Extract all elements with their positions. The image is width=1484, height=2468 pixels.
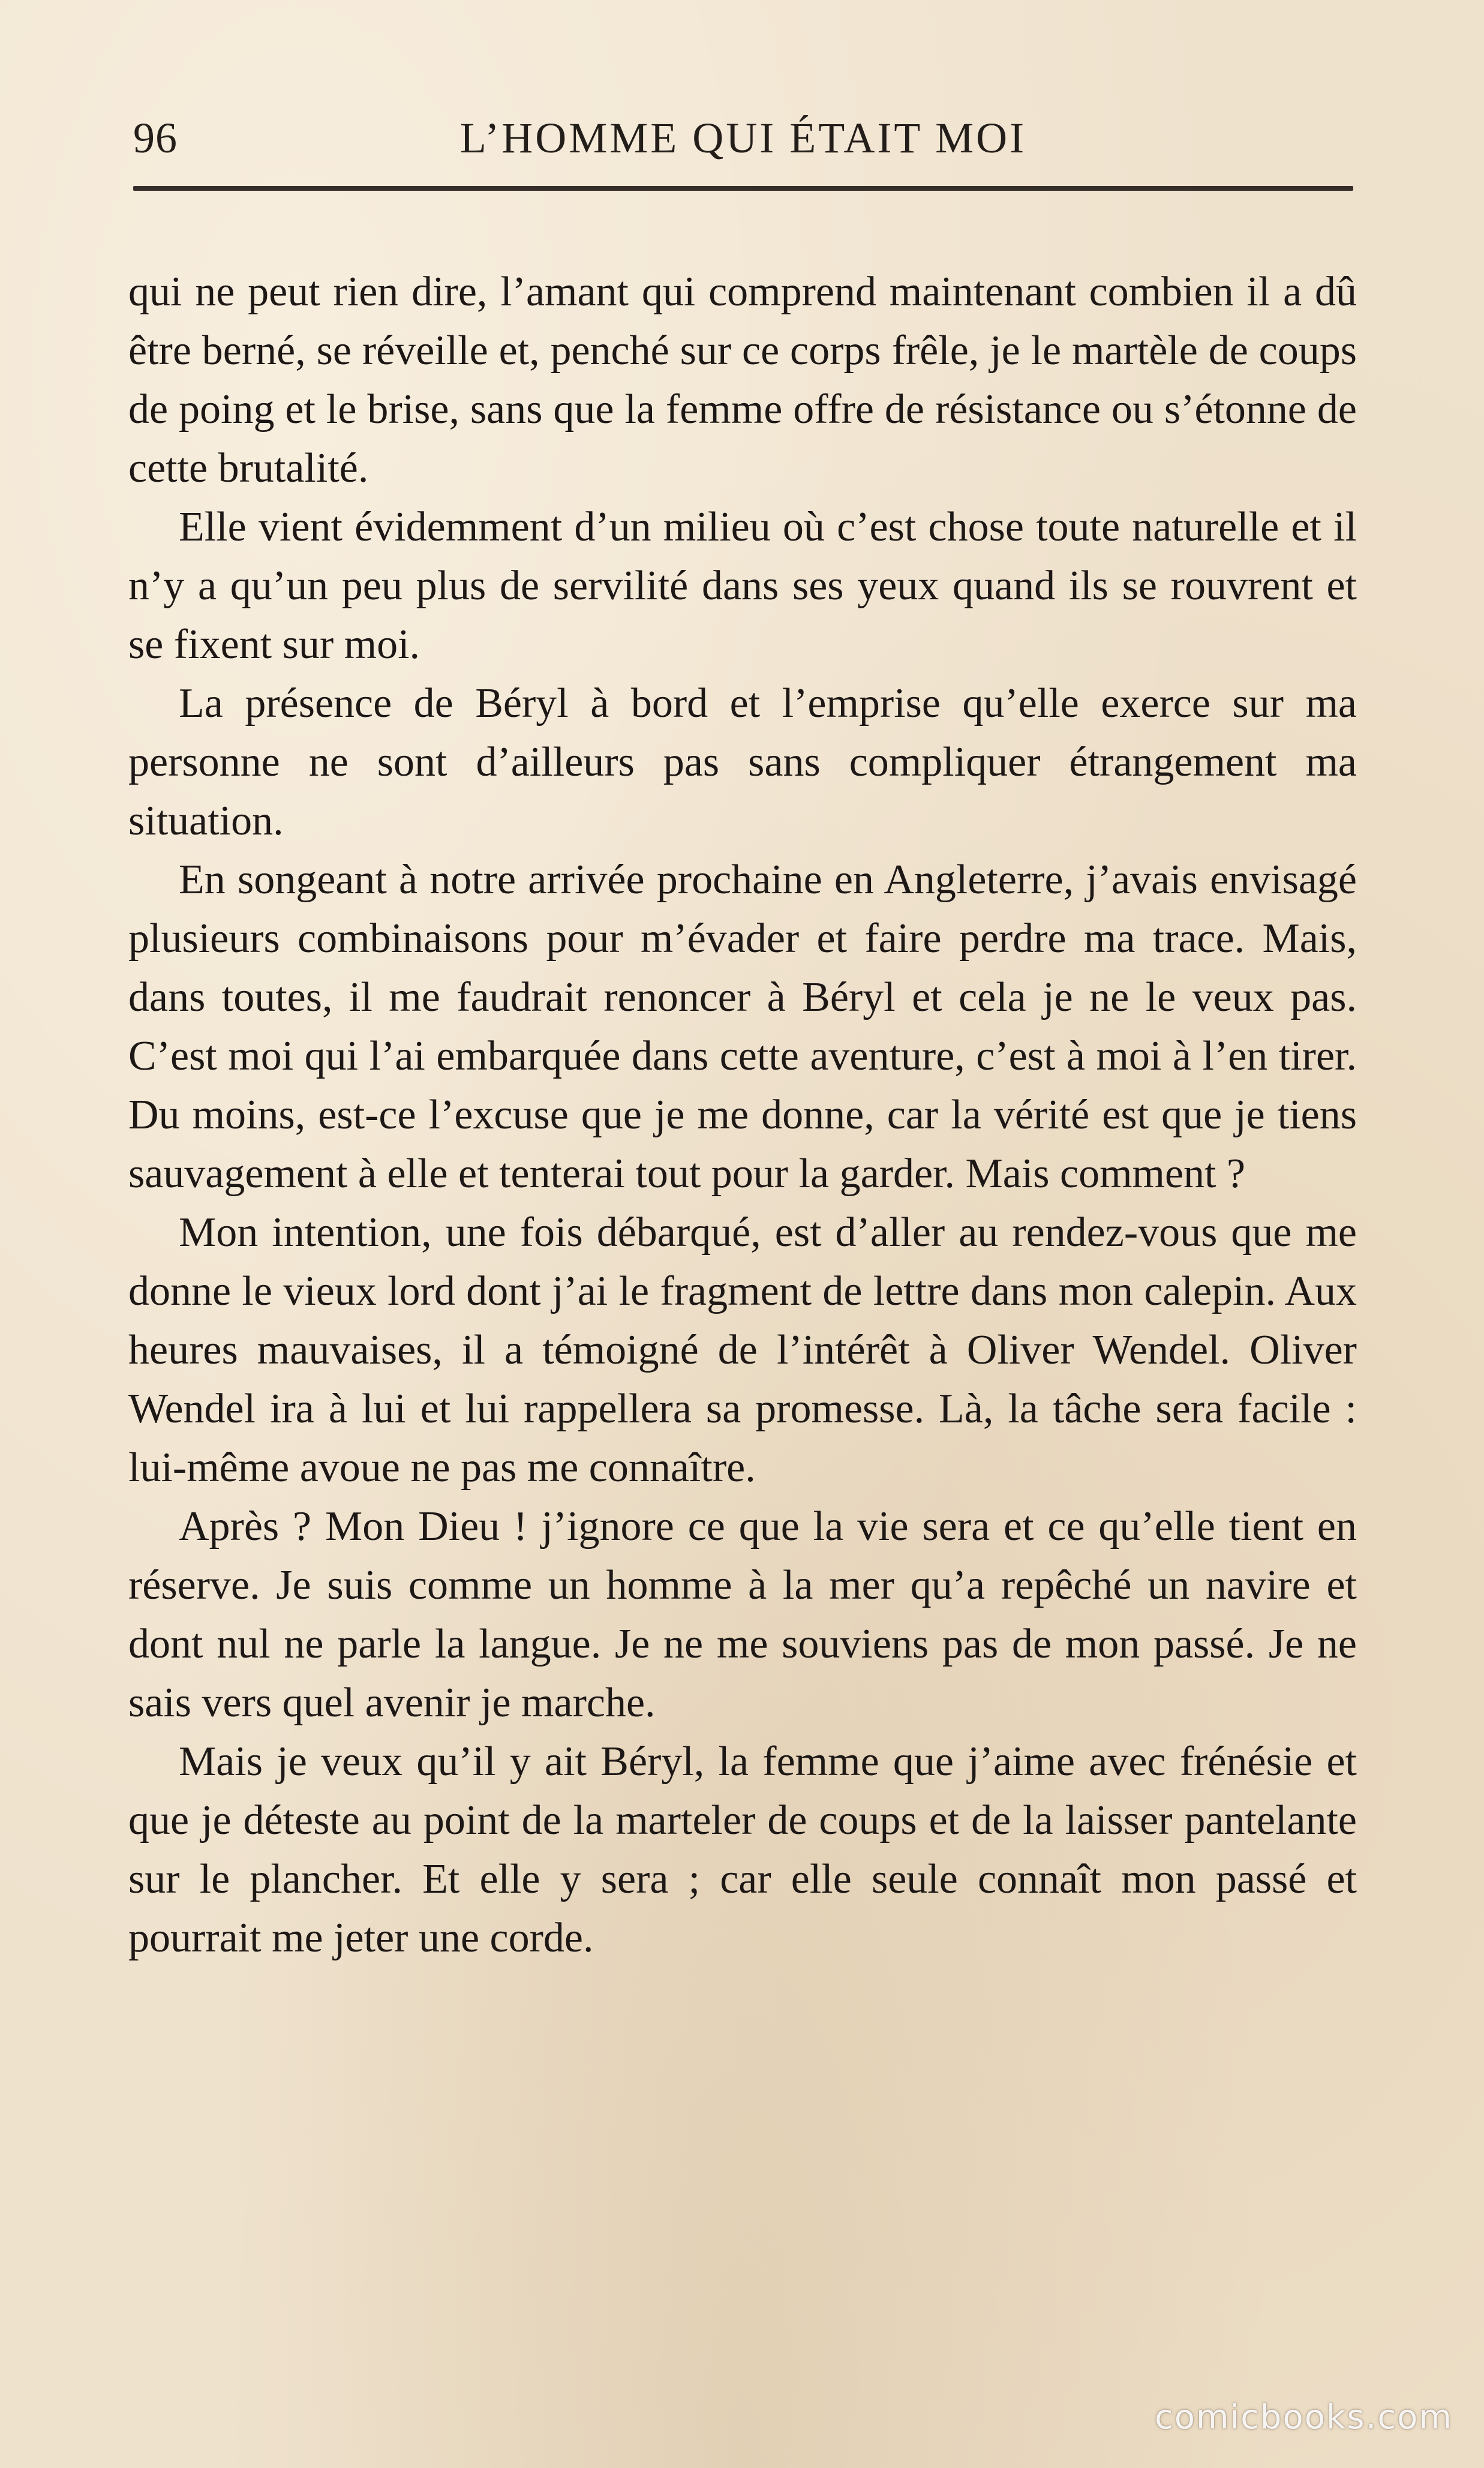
watermark: comicbooks.com <box>1154 2398 1453 2437</box>
paragraph-5: Mon intention, une fois débarqué, est d’aller au rendez-vous que me donne le vieux lord dont j’ai le fragment de lettre dans mon calepin. Aux heures mauvaises, il a témoigné de l’intérêt à Oliver Wendel. Oliver Wendel ira à lui et lui rappellera sa promesse. Là, la tâche sera facile : lui-même avoue ne pas me connaître. <box>128 1209 1357 1491</box>
paragraph-4: En songeant à notre arrivée prochaine en Angleterre, j’avais envisagé plusieurs combinaisons pour m’évader et faire perdre ma trace. Mais, dans toutes, il me faudrait renoncer à Béryl et cela je ne le veux pas. C’est moi qui l’ai embarquée dans cette aventure, c’est à moi à l’en tirer. Du moins, est-ce l’excuse que je me donne, car la vérité est que je tiens sauvagement à elle et tenterai tout pour la garder. Mais comment ? <box>128 857 1357 1197</box>
paragraph-2: Elle vient évidemment d’un milieu où c’est chose toute naturelle et il n’y a qu’un peu plus de servilité dans ses yeux quand ils se rouvrent et se fixent sur moi. <box>128 504 1357 668</box>
page-body <box>128 263 1357 1968</box>
paragraph-3: La présence de Béryl à bord et l’emprise qu’elle exerce sur ma personne ne sont d’ailleurs pas sans compliquer étrangement ma situation. <box>128 680 1357 844</box>
page-number: 96 <box>133 114 178 162</box>
paragraph-6: Après ? Mon Dieu ! j’ignore ce que la vie sera et ce qu’elle tient en réserve. Je suis comme un homme à la mer qu’a repêché un navire et dont nul ne parle la langue. Je ne me souviens pas de mon passé. Je ne sais vers quel avenir je marche. <box>128 1503 1357 1726</box>
paragraph-7: Mais je veux qu’il y ait Béryl, la femme que j’aime avec frénésie et que je déteste au point de la marteler de coups et de la laisser pantelante sur le plancher. Et elle y sera ; car elle seule connaît mon passé et pourrait me jeter une corde. <box>128 1739 1357 1961</box>
paragraph-1: qui ne peut rien dire, l’amant qui comprend maintenant combien il a dû être berné, se réveille et, penché sur ce corps frêle, je le martèle de coups de poing et le brise, sans que la femme offre de résistance ou s’étonne de cette brutalité. <box>128 269 1357 491</box>
header-rule <box>133 186 1353 191</box>
running-title: L’HOMME QUI ÉTAIT MOI <box>459 114 1027 162</box>
page-header <box>133 112 1353 164</box>
